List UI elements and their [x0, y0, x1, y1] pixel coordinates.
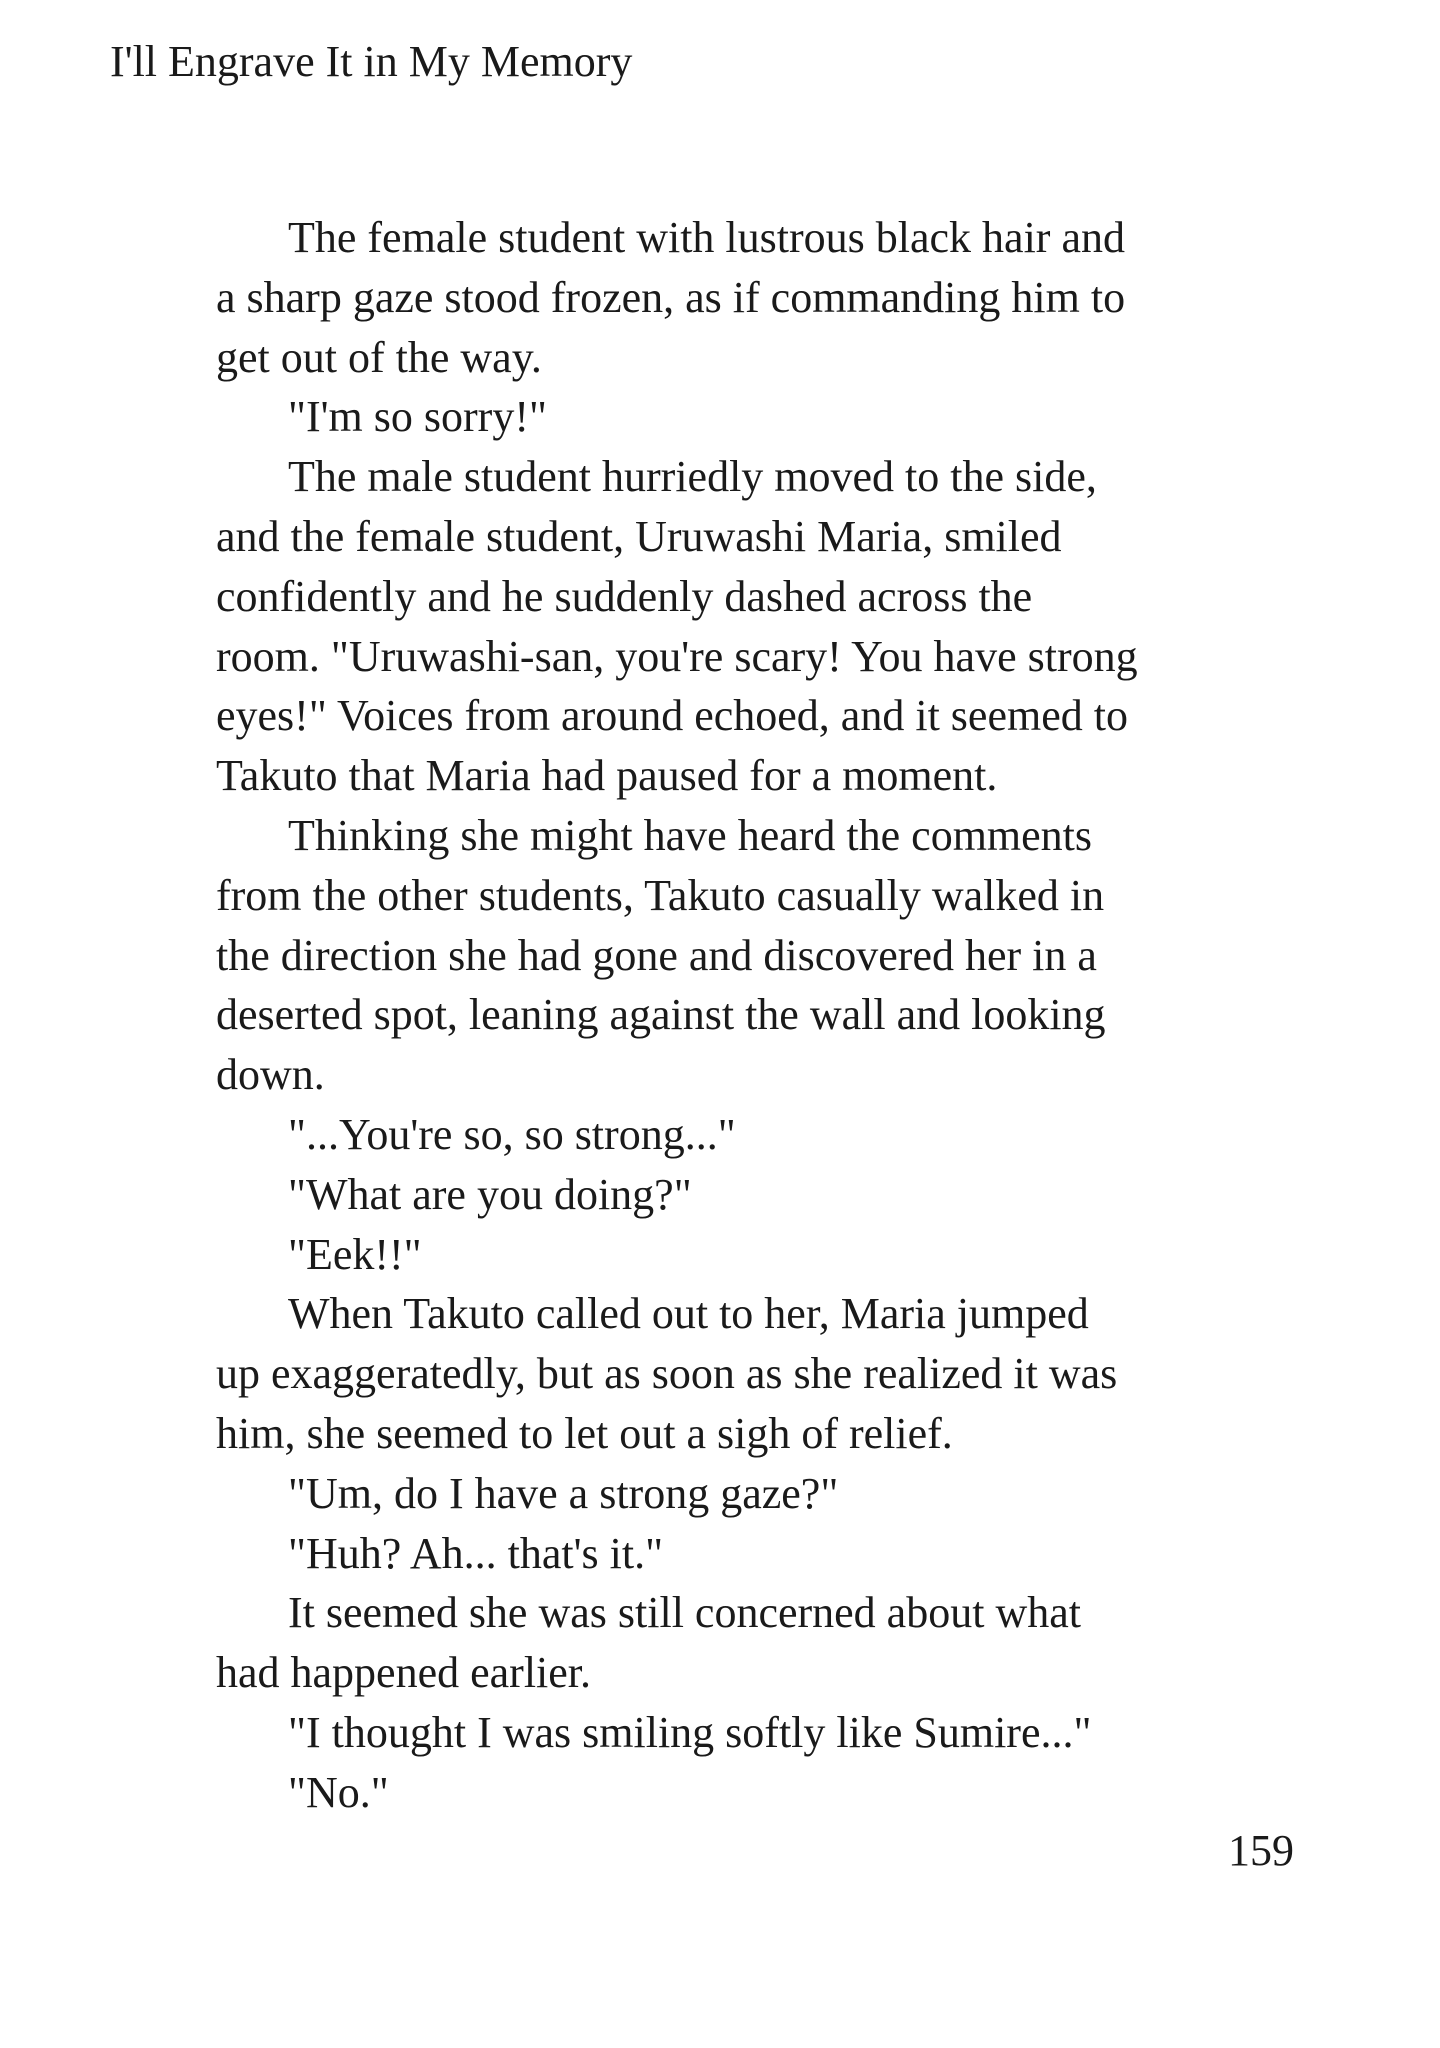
text-line: "I thought I was smiling softly like Sumire..." — [288, 1707, 1092, 1757]
text-line: The male student hurriedly moved to the side, — [288, 452, 1097, 502]
text-line: deserted spot, leaning against the wall and looking — [216, 990, 1106, 1040]
text-line: "I'm so sorry!" — [288, 392, 547, 442]
text-line: from the other students, Takuto casually walked in — [216, 870, 1105, 920]
text-line: had happened earlier. — [216, 1648, 592, 1698]
text-line: eyes!" Voices from around echoed, and it seemed to — [216, 691, 1128, 741]
text-line: "Huh? Ah... that's it." — [288, 1528, 664, 1578]
text-line: room. "Uruwashi-san, you're scary! You have strong — [216, 631, 1138, 681]
running-header-title: I'll Engrave It in My Memory — [110, 37, 633, 86]
text-line: "No." — [288, 1767, 389, 1817]
body-text — [216, 208, 1226, 1823]
text-line: down. — [216, 1050, 325, 1100]
text-line: "Eek!!" — [288, 1229, 422, 1279]
text-line: When Takuto called out to her, Maria jumped — [288, 1289, 1089, 1339]
text-line: It seemed she was still concerned about what — [288, 1588, 1081, 1638]
text-line: get out of the way. — [216, 332, 542, 382]
text-line: Thinking she might have heard the comments — [288, 810, 1093, 860]
text-line: confidently and he suddenly dashed across the — [216, 571, 1033, 621]
text-line: a sharp gaze stood frozen, as if commanding him to — [216, 272, 1126, 322]
text-line: "...You're so, so strong..." — [288, 1109, 736, 1159]
text-line: The female student with lustrous black hair and — [288, 213, 1125, 262]
text-line: the direction she had gone and discovered her in a — [216, 930, 1097, 980]
text-line: and the female student, Uruwashi Maria, smiled — [216, 511, 1062, 561]
text-line: him, she seemed to let out a sigh of relief. — [216, 1408, 953, 1458]
text-line: "Um, do I have a strong gaze?" — [288, 1468, 839, 1518]
page-number: 159 — [1228, 1826, 1294, 1875]
text-line: up exaggeratedly, but as soon as she realized it was — [216, 1349, 1118, 1399]
text-line: Takuto that Maria had paused for a moment. — [216, 751, 998, 801]
text-line: "What are you doing?" — [288, 1169, 692, 1219]
